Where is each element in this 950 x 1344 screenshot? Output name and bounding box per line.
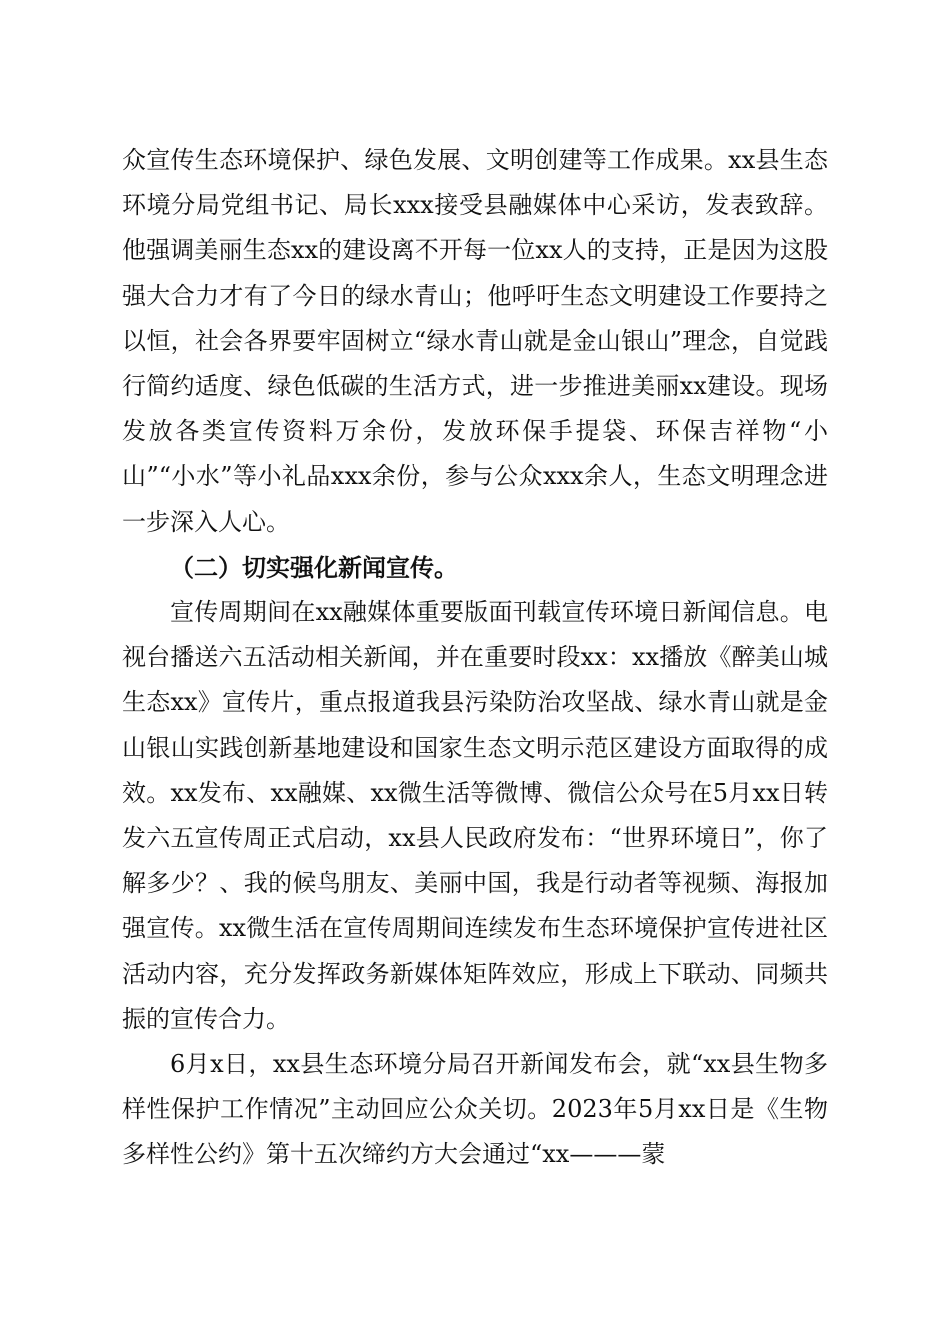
paragraph-news-publicity: 宣传周期间在xx融媒体重要版面刊载宣传环境日新闻信息。电视台播送六五活动相关新闻，并在重要时段xx：xx播放《醉美山城生态xx》宣传片，重点报道我县污染防治攻坚战、绿水青山就是金山银山实践创新基地建设和国家生态文明示范区建设方面取得的成效。xx发布、xx融媒、xx微生活等微博、微信公众号在5月xx日转发六五宣传周正式启动，xx县人民政府发布：“世界环境日”，你了解多少？、我的候鸟朋友、美丽中国，我是行动者等视频、海报加强宣传。xx微生活在宣传周期间连续发布生态环境保护宣传进社区活动内容，充分发挥政务新媒体矩阵效应，形成上下联动、同频共振的宣传合力。 (122, 598, 828, 1033)
document-body (122, 138, 828, 1178)
paragraph-continuation: 众宣传生态环境保护、绿色发展、文明创建等工作成果。xx县生态环境分局党组书记、局长xxx接受县融媒体中心采访，发表致辞。他强调美丽生态xx的建设离不开每一位xx人的支持，正是因为这股强大合力才有了今日的绿水青山；他呼吁生态文明建设工作要持之以恒，社会各界要牢固树立“绿水青山就是金山银山”理念，自觉践行简约适度、绿色低碳的生活方式，进一步推进美丽xx建设。现场发放各类宣传资料万余份，发放环保手提袋、环保吉祥物“小山”“小水”等小礼品xxx余份，参与公众xxx余人，生态文明理念进一步深入人心。 (122, 146, 828, 536)
paragraph-press-conference: 6月x日，xx县生态环境分局召开新闻发布会，就“xx县生物多样性保护工作情况”主动回应公众关切。2023年5月xx日是《生物多样性公约》第十五次缔约方大会通过“xx———蒙 (122, 1050, 828, 1169)
section-heading: （二）切实强化新闻宣传。 (170, 552, 458, 582)
